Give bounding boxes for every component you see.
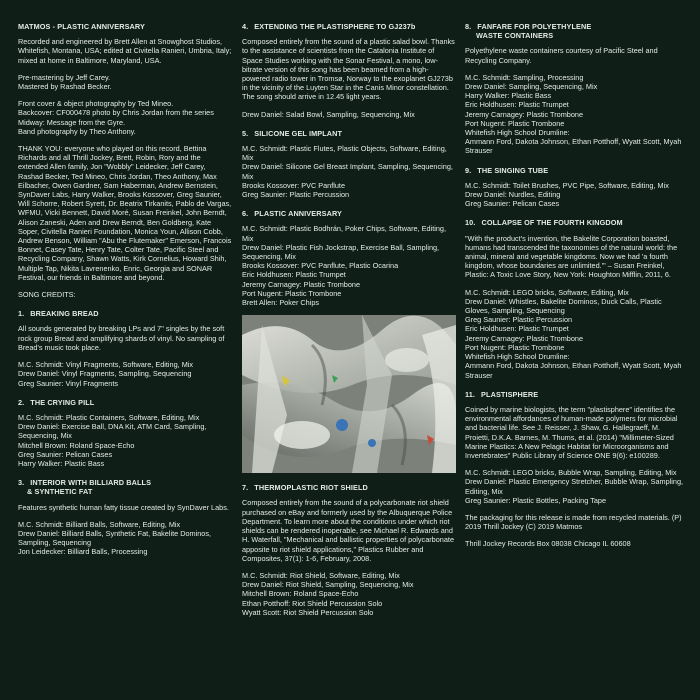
recording-info: Recorded and engineered by Brett Allen at Snowghost Studios, Whitefish, Montana, USA; edited at Civitella Ranieri, Umbria, Italy; mixed at home in Baltimore, Maryland, USA. [18,37,232,65]
credit-line: Drew Daniel: Billiard Balls, Synthetic Fat, Bakelite Dominos, Sampling, Sequencing [18,528,212,548]
track-5-credits [242,144,456,199]
track-title: EXTENDING THE PLASTISPHERE TO GJ237b [254,22,416,31]
column-3 [465,16,685,557]
track-7-heading [242,483,456,492]
credit-line: Jeremy Carnagey: Plastic Trombone [465,333,584,343]
track-number: 9. [465,165,472,175]
credit-line: Mitchell Brown: Roland Space-Echo [18,440,135,450]
album-title: MATMOS - PLASTIC ANNIVERSARY [18,22,145,31]
track-3-description: Features synthetic human fatty tissue created by SynDaver Labs. [18,502,229,512]
track-title-cont: WASTE CONTAINERS [476,31,554,41]
plastic-waste-image [242,315,456,473]
credit-line: Greg Saunier: Pelican Cases [18,449,113,459]
credit-line: Port Nugent: Plastic Trombone [242,288,342,298]
credit-line: Jeremy Carnagey: Plastic Trombone [465,109,584,119]
credit-line: Whitefish High School Drumline: [465,128,570,138]
premaster-line: Pre-mastering by Jeff Carey. [18,72,111,82]
label-address: Thrill Jockey Records Box 08038 Chicago IL 60608 [465,539,631,549]
credit-line: Greg Saunier: Pelican Cases [465,199,560,209]
credit-line: Jeremy Carnagey: Plastic Trombone [242,279,361,289]
track-11-credits [465,468,685,505]
track-title: COLLAPSE OF THE FOURTH KINGDOM [481,218,623,228]
track-title: INTERIOR WITH BILLIARD BALLS [30,478,152,488]
credit-line: Greg Saunier: Plastic Percussion [465,315,573,325]
packaging-note: The packaging for this release is made from recycled materials. (P) 2019 Thrill Jockey (C) 2019 Matmos [465,512,682,532]
credit-line: Drew Daniel: Plastic Fish Jockstrap, Exercise Ball, Sampling, Sequencing, Mix [242,242,440,262]
track-2-heading [18,398,232,407]
credit-line: Port Nugent: Plastic Trombone [465,342,565,352]
credit-line: M.C. Schmidt: Riot Shield, Software, Editing, Mix [242,570,400,580]
credit-line: Drew Daniel: Nurdles, Editing [465,190,561,200]
credit-line: Greg Saunier: Plastic Percussion [242,190,350,200]
track-title: PLASTISPHERE [481,389,539,399]
track-title: BREAKING BREAD [30,309,99,319]
track-9-heading [465,166,685,175]
band-photo-credit: Band photography by Theo Anthony. [18,126,136,136]
track-1-heading [18,309,232,318]
credit-line: Eric Holdhusen: Plastic Trumpet [465,324,569,334]
credit-line: Wyatt Scott: Riot Shield Percussion Solo [242,607,374,617]
track-11-heading [465,390,685,399]
track-6-credits [242,224,456,307]
track-4-heading [242,22,456,31]
credit-line: M.C. Schmidt: Toilet Brushes, PVC Pipe, Software, Editing, Mix [465,180,669,190]
track-number: 7. [242,483,249,493]
track-title: THE CRYING PILL [30,397,95,407]
track-number: 4. [242,22,249,31]
track-3-credits [18,520,232,557]
credit-line: Brett Allen: Poker Chips [242,298,320,308]
column-1 [18,16,232,565]
song-credits-label: SONG CREDITS: [18,290,76,300]
credit-line: Eric Holdhusen: Plastic Trumpet [465,100,569,110]
track-8-credits [465,73,685,156]
track-title: SILICONE GEL IMPLANT [254,128,343,138]
track-7-credits [242,571,456,617]
credit-line: M.C. Schmidt: LEGO bricks, Software, Editing, Mix [465,287,629,297]
track-5-heading [242,129,456,138]
mastering-info [18,73,232,91]
credit-line: Mitchell Brown: Roland Space-Echo [242,589,359,599]
credit-line: Ammann Ford, Dakota Johnson, Ethan Potthoff, Wyatt Scott, Myah Strauser [465,137,682,156]
credit-line: M.C. Schmidt: Sampling, Processing [465,72,584,82]
track-2-credits [18,413,232,468]
front-cover-credit: Front cover & object photography by Ted Mineo. [18,99,174,109]
track-4-credits [242,110,456,119]
credit-line: M.C. Schmidt: Vinyl Fragments, Software, Editing, Mix [18,360,194,370]
track-title: FANFARE FOR POLYETHYLENE [477,22,592,31]
credit-line: M.C. Schmidt: Plastic Flutes, Plastic Objects, Software, Editing, Mix [242,144,447,163]
credit-line: Greg Saunier: Vinyl Fragments [18,378,119,388]
credit-line: Eric Holdhusen: Plastic Trumpet [242,270,346,280]
credit-line: Drew Daniel: Exercise Ball, DNA Kit, ATM Card, Sampling, Sequencing, Mix [18,422,207,441]
credit-line: Drew Daniel: Plastic Emergency Stretcher, Bubble Wrap, Sampling, Editing, Mix [465,477,684,496]
credit-line: Drew Daniel: Whistles, Bakelite Dominos, Duck Calls, Plastic Gloves, Sampling, Sequencing [465,296,662,316]
credit-line: Greg Saunier: Plastic Bottles, Packing Tape [465,495,607,505]
track-10-credits [465,288,685,380]
track-1-description: All sounds generated by breaking LPs and 7" singles by the soft rock group Bread and amplifying shards of vinyl. No sampling of Bread's music took place. [18,324,225,352]
track-number: 3. [18,478,25,488]
thank-you: THANK YOU: everyone who played on this record, Bettina Richards and all Thrill Jockey, Brett, Robin, Rory and the extended Allen family, Jon "Wobbly" Leidecker, Jeff Carey, Rashad Becker, Ted Mineo, Chris Jordan, Theo Anthony, Max Eilbacher, Owen Gardner, Sam Haberman, Andrew Bernstein, SynDaver Labs, Harry Walker, Brooks Kossover, Greg Saunier, Will Schorre, Robert Syrett, Dr. Beatrix Tirkanits, Pablo de Vargas, WFMU, Vicki Bennett, David Moré, Susan Freinkel, John Berndt, Alison Zaneski, Aden and Drew Berndt, Ben Goldberg, Kate Soper, Civitella Ranieri Foundation, Monica Youn, Allison Cobb, Andrew Benson, William "Abu the Flutemaker" Emerson, Francois Bonnet, Casey Tate, Henry Tate, Colter Tate, Pacific Steel and Recycling Company, Shawn Watts, Kirk Cornelius, Howard Shih, Multiple Tap, Nikita Lavrenenko, Enric, Georgia and SONAR Festival, our friends in Baltimore and beyond. [18,144,232,282]
track-9-credits [465,181,685,209]
credit-line: Port Nugent: Plastic Trombone [465,118,565,128]
track-number: 1. [18,309,25,319]
track-title: THE SINGING TUBE [477,165,549,175]
track-6-heading [242,209,456,218]
track-title: PLASTIC ANNIVERSARY [254,209,343,219]
credit-line: Drew Daniel: Silicone Gel Breast Implant, Sampling, Sequencing, Mix [242,162,453,181]
track-number: 6. [242,209,249,219]
credit-line: Harry Walker: Plastic Bass [465,91,552,101]
track-number: 10. [465,218,476,228]
credit-line: M.C. Schmidt: Plastic Bodhrán, Poker Chips, Software, Editing, Mix [242,224,446,243]
track-number: 2. [18,397,25,407]
credit-line: Drew Daniel: Vinyl Fragments, Sampling, Sequencing [18,369,192,379]
credit-line: M.C. Schmidt: Plastic Containers, Software, Editing, Mix [18,412,200,422]
track-title-cont: & SYNTHETIC FAT [27,487,93,497]
credit-line: Drew Daniel: Riot Shield, Sampling, Sequencing, Mix [242,580,414,590]
track-4-description: Composed entirely from the sound of a plastic salad bowl. Thanks to the assistance of scientists from the Catalonia Institute of Space Studies working with the Sonar Festival, a mono, low-bitrate version of this song has been beamed from a high-powered radio tower in Tromsø, Norway to the exoplanet GJ273b in the vicinity of the Luyten Star in the Canis Minor constellation. The song should arrive in 12.45 light years. [242,37,455,102]
column-2 [242,16,456,625]
track-3-heading [18,478,232,496]
credit-line: Ammann Ford, Dakota Johnson, Ethan Potthoff, Wyatt Scott, Myah Strauser [465,361,682,380]
track-1-credits [18,360,232,388]
track-number: 5. [242,128,249,138]
backcover-credit: Backcover: CF000478 photo by Chris Jordan from the series Midway: Message from the Gyre. [18,108,214,127]
track-number: 11. [465,389,476,399]
credit-line: M.C. Schmidt: Billiard Balls, Software, Editing, Mix [18,519,181,529]
photo-credits [18,99,232,136]
credit-line: Drew Daniel: Sampling, Sequencing, Mix [465,82,598,92]
credit-line: Brooks Kossover: PVC Panflute [242,180,346,190]
plastic-waste-photo [242,315,456,473]
credit-line: Harry Walker: Plastic Bass [18,458,105,468]
track-10-heading [465,218,685,227]
track-10-description: "With the product's invention, the Bakelite Corporation boasted, humans had transcended the taxonomies of the natural world: the animal, mineral and vegetable kingdoms. Now we had 'a fourth kingdom, whose boundaries are unlimited.'" – Susan Freinkel, Plastic: A Toxic Love Story, New York: Houghton Mifflin, 2011, 6. [465,233,678,280]
track-number: 8. [465,22,472,31]
track-8-description: Polyethylene waste containers courtesy of Pacific Steel and Recycling Company. [465,46,658,65]
track-11-description: Coined by marine biologists, the term "plastisphere" identifies the environmental affordances of human-made polymers for microbial and bacterial life. See J. Reisser, J. Shaw, G. Hallegraeff, M. Proietti, D.K.A. Barnes, M. Thums, et al. (2014) "Millimeter-Sized Marine Plastics: A New Pelagic Habitat for Microorganisms and Invertebrates" Public Library of Science ONE 9(6): e100289. [465,404,678,460]
credit-line: Jon Leidecker: Billiard Balls, Processing [18,547,148,557]
track-title: THERMOPLASTIC RIOT SHIELD [254,483,368,493]
credit-line: Ethan Potthoff: Riot Shield Percussion Solo [242,598,383,608]
credit-line: Brooks Kossover: PVC Panflute, Plastic Ocarina [242,261,399,271]
track-7-description: Composed entirely from the sound of a polycarbonate riot shield purchased on eBay and formerly used by the Albuquerque Police Department. To learn more about the conditions under which riot shields can be rendered inoperable, see Michael R. Edwards and H. Waterfall, "Mechanical and ballistic properties of polycarbonate apposite to riot shield applications," Plastics Rubber and Composites, 37(1): 1-6, February, 2008. [242,498,455,563]
credit-line: Drew Daniel: Salad Bowl, Sampling, Sequencing, Mix [242,109,415,119]
credit-line: Whitefish High School Drumline: [465,352,570,362]
master-line: Mastered by Rashad Becker. [18,82,112,92]
track-8-heading [465,22,685,40]
credit-line: M.C. Schmidt: LEGO bricks, Bubble Wrap, Sampling, Editing, Mix [465,468,677,478]
